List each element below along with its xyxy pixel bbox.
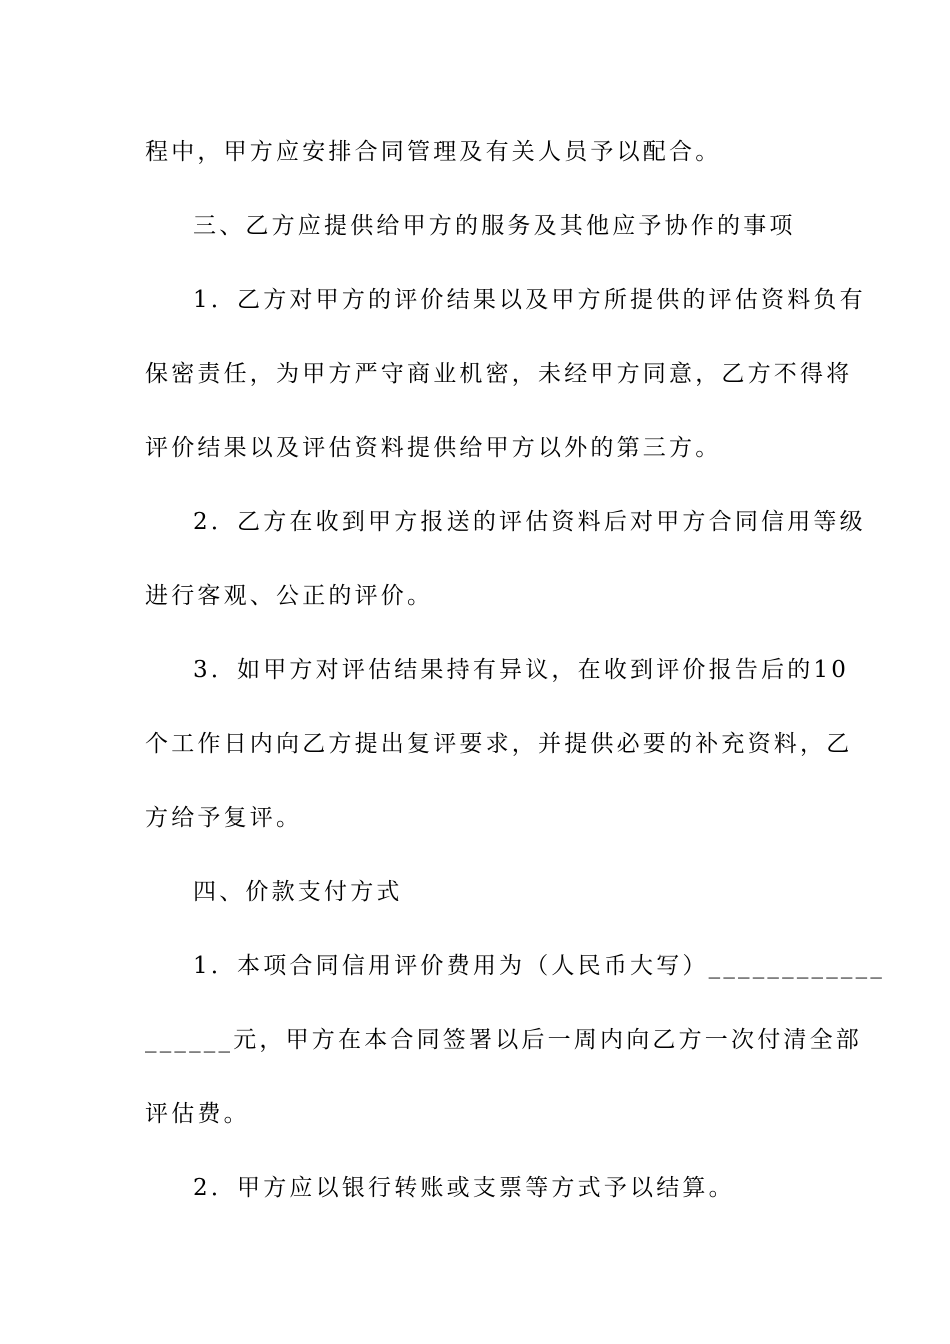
- section-heading: 三、乙方应提供给甲方的服务及其他应予协作的事项: [193, 213, 796, 239]
- text-line: ______元，甲方在本合同签署以后一周内向乙方一次付清全部: [145, 1027, 862, 1053]
- text-line: 进行客观、公正的评价。: [145, 583, 434, 609]
- text-line: 评估费。: [145, 1101, 250, 1127]
- text-line: 1．本项合同信用评价费用为（人民币大写）____________: [193, 953, 886, 979]
- text-line: 2．乙方在收到甲方报送的评估资料后对甲方合同信用等级: [193, 509, 866, 535]
- text-line: 1．乙方对甲方的评价结果以及甲方所提供的评估资料负有: [193, 287, 866, 313]
- text-line: 3．如甲方对评估结果持有异议，在收到评价报告后的10: [193, 657, 850, 683]
- text-line: 方给予复评。: [145, 805, 303, 831]
- text-line: 2．甲方应以银行转账或支票等方式予以结算。: [193, 1175, 735, 1201]
- text-line: 程中，甲方应安排合同管理及有关人员予以配合。: [145, 139, 722, 165]
- text-line: 个工作日内向乙方提出复评要求，并提供必要的补充资料，乙: [145, 731, 853, 757]
- section-heading: 四、价款支付方式: [193, 879, 403, 905]
- text-line: 评价结果以及评估资料提供给甲方以外的第三方。: [145, 435, 722, 461]
- text-line: 保密责任，为甲方严守商业机密，未经甲方同意，乙方不得将: [145, 361, 853, 387]
